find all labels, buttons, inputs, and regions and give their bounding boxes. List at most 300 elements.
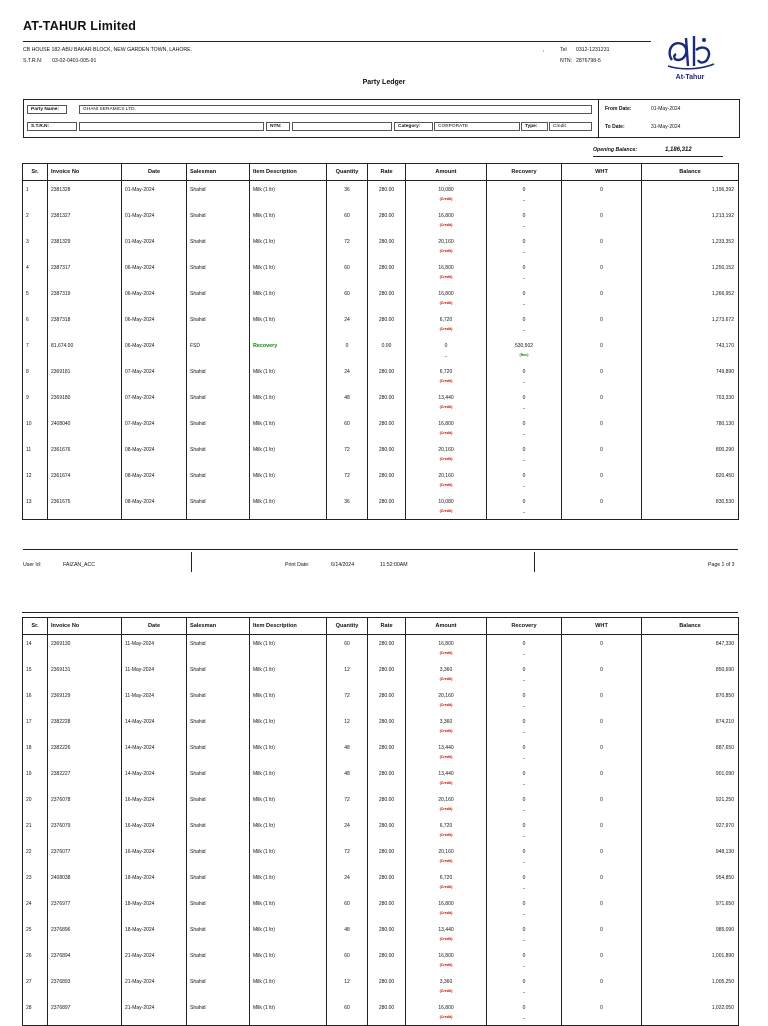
- cell-rate: [368, 739, 406, 765]
- cell-quantity: [327, 921, 368, 947]
- cell-balance: [642, 999, 739, 1026]
- cell-date-value: 06-May-2024: [125, 343, 155, 349]
- recovery-dash: -: [523, 406, 525, 412]
- cell-wht: [562, 739, 642, 765]
- cell-quantity: [327, 285, 368, 311]
- cell-recovery: [487, 415, 562, 441]
- cell-quantity-value: 48: [344, 771, 350, 777]
- cell-quantity-value: 60: [344, 421, 350, 427]
- table-row: [23, 389, 739, 415]
- cell-quantity: [327, 739, 368, 765]
- cell-sr: [23, 337, 48, 363]
- cell-sr-value: 5: [26, 291, 29, 297]
- cell-salesman: [187, 285, 250, 311]
- cell-invoice-no: [48, 817, 122, 843]
- cell-sr: [23, 233, 48, 259]
- cell-recovery: [487, 973, 562, 999]
- cell-recovery-value: 0: [522, 421, 526, 427]
- cell-date: [122, 363, 187, 389]
- cell-amount: [406, 635, 487, 662]
- cell-date: [122, 921, 187, 947]
- cell-item-description-value: Milk (1 ltr): [253, 265, 275, 271]
- credit-tag: (Credit): [439, 223, 453, 227]
- logo-text: At-Tahur: [675, 74, 705, 81]
- cell-invoice-no: [48, 999, 122, 1026]
- cell-item-description-value: Milk (1 ltr): [253, 979, 275, 985]
- cell-recovery: [487, 363, 562, 389]
- cell-sr-value: 21: [26, 823, 32, 829]
- cell-balance-value: 1,001,890: [711, 953, 734, 959]
- cell-recovery-value: 0: [522, 187, 526, 193]
- cell-quantity-value: 0: [345, 343, 349, 349]
- cell-quantity-value: 24: [344, 317, 350, 323]
- credit-tag: (Credit): [439, 457, 453, 461]
- cell-wht-value: 0: [600, 849, 603, 855]
- cell-wht: [562, 259, 642, 285]
- cell-amount-value: 16,800: [438, 953, 454, 959]
- cell-invoice-no: [48, 895, 122, 921]
- recovery-dash: -: [523, 860, 525, 866]
- cell-recovery-value: 0: [522, 953, 526, 959]
- cell-balance-value: 954,850: [715, 875, 734, 881]
- column-header-date: Date: [122, 164, 187, 181]
- header-comma: ,: [543, 47, 545, 53]
- cell-quantity-value: 72: [344, 447, 350, 453]
- cell-date: [122, 791, 187, 817]
- cell-wht-value: 0: [600, 369, 603, 375]
- cell-invoice-no: [48, 869, 122, 895]
- cell-recovery: [487, 713, 562, 739]
- cell-sr: [23, 687, 48, 713]
- cell-quantity-value: 72: [344, 473, 350, 479]
- cell-quantity-value: 72: [344, 797, 350, 803]
- print-date-value: 6/14/2024: [331, 562, 355, 568]
- cell-invoice-no: [48, 363, 122, 389]
- cell-wht: [562, 687, 642, 713]
- cell-salesman-value: Shahid: [190, 265, 206, 271]
- cell-wht-value: 0: [600, 265, 603, 271]
- cell-quantity: [327, 181, 368, 208]
- cell-rate-value: 280.00: [378, 395, 395, 401]
- cell-wht-value: 0: [600, 823, 603, 829]
- recovery-dash: -: [523, 730, 525, 736]
- cell-quantity-value: 36: [344, 187, 350, 193]
- credit-tag: (Credit): [439, 197, 453, 201]
- cell-item-description-value: Milk (1 ltr): [253, 953, 275, 959]
- cell-recovery: [487, 921, 562, 947]
- cell-recovery: [487, 285, 562, 311]
- page-title: Party Ledger: [362, 79, 406, 86]
- recovery-dash: -: [523, 458, 525, 464]
- cell-item-description: [250, 233, 327, 259]
- cell-quantity-value: 24: [344, 369, 350, 375]
- cell-amount-value: 16,800: [438, 265, 454, 271]
- cell-item-description: [250, 441, 327, 467]
- cell-balance-value: 948,130: [715, 849, 734, 855]
- cell-recovery: [487, 895, 562, 921]
- cell-amount: [406, 713, 487, 739]
- cell-balance-value: 921,250: [715, 797, 734, 803]
- cell-item-description: [250, 181, 327, 208]
- info-strn-label: S.T.R.N:: [27, 122, 77, 131]
- cell-recovery-value: 0: [522, 693, 526, 699]
- cell-salesman-value: Shahid: [190, 771, 206, 777]
- cell-date: [122, 765, 187, 791]
- cell-salesman-value: Shahid: [190, 187, 206, 193]
- cell-sr: [23, 181, 48, 208]
- cell-quantity-value: 36: [344, 499, 350, 505]
- cell-sr: [23, 363, 48, 389]
- credit-tag: (Credit): [439, 885, 453, 889]
- cell-date: [122, 635, 187, 662]
- cell-salesman: [187, 713, 250, 739]
- party-name-field: GHANI SERAMICS LTD.: [79, 105, 592, 114]
- cell-amount: [406, 817, 487, 843]
- cell-date: [122, 285, 187, 311]
- cell-rate-value: 280.00: [378, 447, 395, 453]
- cell-amount: [406, 207, 487, 233]
- cell-sr-value: 11: [26, 447, 32, 453]
- ledger-table-page-1: [22, 163, 739, 520]
- cell-balance-value: 985,090: [715, 927, 734, 933]
- column-header-salesman: Salesman: [187, 164, 250, 181]
- cell-wht-value: 0: [600, 797, 603, 803]
- cell-date-value: 14-May-2024: [125, 771, 155, 777]
- cell-balance-value: 1,273,672: [711, 317, 734, 323]
- cell-recovery: [487, 999, 562, 1026]
- cell-date-value: 21-May-2024: [125, 979, 155, 985]
- cell-balance-value: 927,970: [715, 823, 734, 829]
- cell-sr: [23, 973, 48, 999]
- cell-balance: [642, 843, 739, 869]
- cell-invoice-no: [48, 843, 122, 869]
- cell-date-value: 18-May-2024: [125, 875, 155, 881]
- table-row: [23, 869, 739, 895]
- credit-tag: (Credit): [439, 405, 453, 409]
- cell-salesman-value: Shahid: [190, 901, 206, 907]
- cell-quantity-value: 72: [344, 849, 350, 855]
- cell-recovery: [487, 181, 562, 208]
- cell-sr-value: 26: [26, 953, 32, 959]
- cell-date: [122, 895, 187, 921]
- footer-divider-2: [534, 552, 535, 572]
- cell-item-description-value: Milk (1 ltr): [253, 797, 275, 803]
- cell-invoice-no: [48, 467, 122, 493]
- cell-salesman: [187, 661, 250, 687]
- cell-balance: [642, 921, 739, 947]
- cell-wht: [562, 843, 642, 869]
- cell-item-description-value: Milk (1 ltr): [253, 239, 275, 245]
- cell-sr-value: 2: [26, 213, 29, 219]
- cell-date-value: 08-May-2024: [125, 473, 155, 479]
- cell-date: [122, 687, 187, 713]
- cell-recovery-value: 0: [522, 849, 526, 855]
- cell-rate-value: 280.00: [378, 291, 395, 297]
- cell-sr-value: 9: [26, 395, 29, 401]
- cell-item-description-value: Milk (1 ltr): [253, 291, 275, 297]
- credit-tag: (Credit): [439, 859, 453, 863]
- cell-quantity: [327, 493, 368, 520]
- cell-recovery: [487, 311, 562, 337]
- cell-wht-value: 0: [600, 421, 603, 427]
- cell-wht: [562, 869, 642, 895]
- cell-rate: [368, 973, 406, 999]
- cell-sr-value: 20: [26, 797, 32, 803]
- cell-recovery-value: 0: [522, 239, 526, 245]
- cell-recovery-value: 0: [522, 291, 526, 297]
- cell-sr-value: 28: [26, 1005, 32, 1011]
- cell-balance: [642, 441, 739, 467]
- cell-date: [122, 739, 187, 765]
- cell-sr-value: 16: [26, 693, 32, 699]
- cell-date-value: 07-May-2024: [125, 421, 155, 427]
- cell-sr: [23, 259, 48, 285]
- cell-quantity-value: 24: [344, 823, 350, 829]
- recovery-dash: -: [523, 964, 525, 970]
- cell-item-description: [250, 311, 327, 337]
- cell-sr-value: 13: [26, 499, 32, 505]
- cell-salesman-value: Shahid: [190, 667, 206, 673]
- credit-tag: (Credit): [439, 249, 453, 253]
- column-header-recovery: Recovery: [487, 618, 562, 635]
- cell-wht-value: 0: [600, 473, 603, 479]
- cell-date: [122, 467, 187, 493]
- cell-quantity-value: 48: [344, 927, 350, 933]
- cell-salesman: [187, 467, 250, 493]
- info-ntn-label: NTN:: [266, 122, 290, 131]
- cell-item-description-value: Milk (1 ltr): [253, 849, 275, 855]
- column-header-invoice-no: Invoice No: [48, 164, 122, 181]
- cell-quantity: [327, 661, 368, 687]
- party-name-label: Party Name:: [27, 105, 67, 114]
- cell-quantity: [327, 311, 368, 337]
- cell-item-description-value: Milk (1 ltr): [253, 875, 275, 881]
- cell-item-description-value: Milk (1 ltr): [253, 317, 275, 323]
- cell-item-description-value: Milk (1 ltr): [253, 421, 275, 427]
- cell-invoice-no-value: 2387319: [51, 291, 71, 297]
- cell-rate-value: 280.00: [378, 499, 395, 505]
- credit-tag: (Credit): [439, 963, 453, 967]
- cell-wht-value: 0: [600, 187, 603, 193]
- cell-wht: [562, 921, 642, 947]
- cell-item-description-value: Milk (1 ltr): [253, 369, 275, 375]
- cell-date-value: 11-May-2024: [125, 693, 155, 699]
- cell-invoice-no: [48, 493, 122, 520]
- cell-wht: [562, 973, 642, 999]
- cell-sr-value: 18: [26, 745, 32, 751]
- cell-quantity-value: 60: [344, 953, 350, 959]
- cell-wht: [562, 311, 642, 337]
- cell-invoice-no-value: 2369180: [51, 395, 71, 401]
- cell-quantity: [327, 233, 368, 259]
- cell-balance-value: 971,650: [715, 901, 734, 907]
- credit-tag: (Credit): [439, 379, 453, 383]
- credit-tag: (Credit): [439, 327, 453, 331]
- cell-invoice-no-value: 2376897: [51, 1005, 71, 1011]
- cell-salesman-value: Shahid: [190, 291, 206, 297]
- cell-date-value: 18-May-2024: [125, 927, 155, 933]
- cell-balance: [642, 817, 739, 843]
- cell-rate-value: 280.00: [378, 745, 395, 751]
- cell-rate-value: 280.00: [378, 369, 395, 375]
- recovery-dash: -: [523, 510, 525, 516]
- recovery-dash: -: [523, 678, 525, 684]
- cell-salesman: [187, 635, 250, 662]
- cell-quantity-value: 12: [344, 667, 350, 673]
- cell-rate: [368, 817, 406, 843]
- recovery-dash: -: [523, 224, 525, 230]
- cell-item-description: [250, 791, 327, 817]
- cell-invoice-no: [48, 259, 122, 285]
- recovery-dash: -: [523, 652, 525, 658]
- cell-salesman: [187, 895, 250, 921]
- cell-date: [122, 259, 187, 285]
- cell-invoice-no-value: 2376896: [51, 927, 71, 933]
- cell-date-value: 01-May-2024: [125, 187, 155, 193]
- cell-recovery-value: 0: [522, 369, 526, 375]
- cell-rate: [368, 765, 406, 791]
- recovery-dash: -: [523, 886, 525, 892]
- cell-item-description: [250, 921, 327, 947]
- cell-item-description-value: Milk (1 ltr): [253, 771, 275, 777]
- cell-date-value: 16-May-2024: [125, 823, 155, 829]
- cell-wht-value: 0: [600, 927, 603, 933]
- table-row: [23, 713, 739, 739]
- cell-quantity-value: 12: [344, 719, 350, 725]
- cell-date-value: 14-May-2024: [125, 745, 155, 751]
- cell-wht-value: 0: [600, 771, 603, 777]
- cell-quantity-value: 12: [344, 979, 350, 985]
- credit-tag: (Credit): [439, 833, 453, 837]
- cell-date: [122, 817, 187, 843]
- credit-tag: (Credit): [439, 989, 453, 993]
- table-row: [23, 441, 739, 467]
- cell-sr-value: 3: [26, 239, 29, 245]
- cell-date-value: 11-May-2024: [125, 667, 155, 673]
- user-id-label: User Id:: [23, 562, 42, 568]
- cell-item-description: [250, 999, 327, 1026]
- cell-date: [122, 661, 187, 687]
- cell-invoice-no-value: 2369130: [51, 641, 71, 647]
- cell-sr-value: 4: [26, 265, 29, 271]
- cell-item-description-value: Milk (1 ltr): [253, 395, 275, 401]
- cell-recovery: [487, 233, 562, 259]
- header-rule: [23, 41, 651, 42]
- recovery-dash: -: [523, 276, 525, 282]
- cell-quantity: [327, 869, 368, 895]
- cell-rate: [368, 999, 406, 1026]
- cell-wht: [562, 817, 642, 843]
- cell-amount-value: 13,440: [438, 771, 454, 777]
- cell-invoice-no-value: 2369129: [51, 693, 71, 699]
- cell-recovery: [487, 817, 562, 843]
- table-row: [23, 311, 739, 337]
- cell-salesman-value: Shahid: [190, 213, 206, 219]
- cell-balance: [642, 467, 739, 493]
- cell-item-description: [250, 765, 327, 791]
- cell-wht-value: 0: [600, 979, 603, 985]
- cell-rate: [368, 947, 406, 973]
- cell-amount-value: 16,800: [438, 641, 454, 647]
- company-name: AT-TAHUR Limited: [23, 19, 137, 33]
- cell-salesman-value: Shahid: [190, 239, 206, 245]
- recovery-dash: -: [523, 198, 525, 204]
- table-row: [23, 207, 739, 233]
- cell-wht: [562, 233, 642, 259]
- cell-recovery-value: 0: [522, 1005, 526, 1011]
- from-date-value: 01-May-2024: [651, 106, 681, 112]
- recovery-dash: -: [523, 938, 525, 944]
- cell-rate: [368, 207, 406, 233]
- cell-quantity: [327, 363, 368, 389]
- cell-rate: [368, 363, 406, 389]
- cell-quantity: [327, 765, 368, 791]
- category-field: CORPORATE: [434, 122, 520, 131]
- cell-recovery-value: 0: [522, 875, 526, 881]
- table-row: [23, 921, 739, 947]
- cell-balance-value: 850,690: [715, 667, 734, 673]
- cell-wht-value: 0: [600, 719, 603, 725]
- cell-balance-value: 763,330: [715, 395, 734, 401]
- cell-salesman-value: Shahid: [190, 369, 206, 375]
- cell-recovery-value: 0: [522, 979, 526, 985]
- cell-date-value: 21-May-2024: [125, 1005, 155, 1011]
- cell-invoice-no-value: 2376078: [51, 797, 71, 803]
- credit-tag: (Credit): [439, 729, 453, 733]
- cell-quantity: [327, 791, 368, 817]
- cell-rate: [368, 843, 406, 869]
- cell-date: [122, 713, 187, 739]
- cell-quantity: [327, 337, 368, 363]
- cell-invoice-no: [48, 635, 122, 662]
- at-tahur-logo: [660, 30, 720, 86]
- cell-rate-value: 280.00: [378, 849, 395, 855]
- cell-rate-value: 280.00: [378, 317, 395, 323]
- print-date-label: Print Date:: [285, 562, 310, 568]
- cell-recovery: [487, 467, 562, 493]
- cell-item-description: [250, 337, 327, 363]
- table-row: [23, 363, 739, 389]
- cell-wht-value: 0: [600, 875, 603, 881]
- cell-sr: [23, 285, 48, 311]
- cell-rate: [368, 687, 406, 713]
- cell-item-description: [250, 635, 327, 662]
- cell-rate: [368, 921, 406, 947]
- credit-tag: (Credit): [439, 911, 453, 915]
- cell-sr: [23, 947, 48, 973]
- cell-rate-value: 280.00: [378, 797, 395, 803]
- cell-amount: [406, 441, 487, 467]
- info-divider: [598, 100, 599, 137]
- column-header-invoice-no: Invoice No: [48, 618, 122, 635]
- cell-wht: [562, 635, 642, 662]
- cell-wht: [562, 467, 642, 493]
- cell-sr: [23, 661, 48, 687]
- cell-salesman-value: Shahid: [190, 979, 206, 985]
- cell-balance-value: 874,210: [715, 719, 734, 725]
- cell-sr: [23, 635, 48, 662]
- cell-recovery: [487, 441, 562, 467]
- cell-amount: [406, 869, 487, 895]
- cell-item-description: [250, 739, 327, 765]
- column-header-quantity: Quantity: [327, 618, 368, 635]
- recovery-dash: -: [523, 302, 525, 308]
- cell-amount: [406, 661, 487, 687]
- cell-balance-value: 847,330: [715, 641, 734, 647]
- cell-amount-value: 6,720: [439, 369, 453, 375]
- cell-recovery: [487, 635, 562, 662]
- cell-salesman-value: Shahid: [190, 447, 206, 453]
